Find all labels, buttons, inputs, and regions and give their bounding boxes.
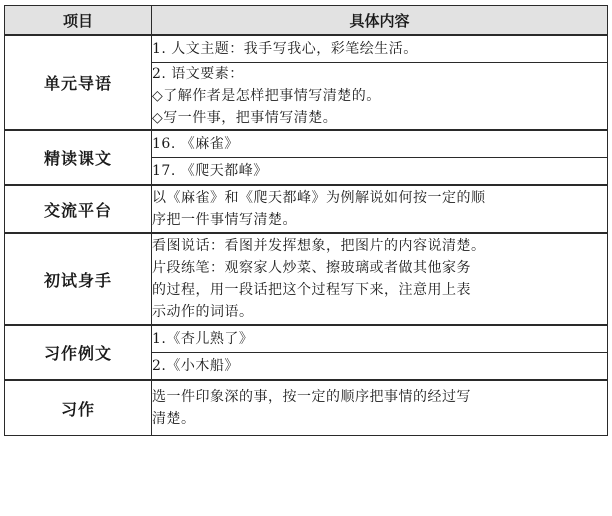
table-row <box>5 325 608 353</box>
content-line: 片段练笔：观察家人炒菜、擦玻璃或者做其他家务 <box>152 260 471 276</box>
content-line: 2.《小木船》 <box>152 358 239 374</box>
header-item: 项目 <box>5 6 152 36</box>
table-row <box>5 35 608 63</box>
content-cell <box>152 63 608 131</box>
section-first-try: 初试身手 <box>5 233 152 325</box>
content-cell <box>152 130 608 158</box>
content-line: 17. 《爬天都峰》 <box>152 163 268 179</box>
content-cell <box>152 325 608 353</box>
content-line: 选一件印象深的事，按一定的顺序把事情的经过写 <box>152 389 471 405</box>
content-line: 1.《杏儿熟了》 <box>152 331 254 347</box>
content-line: 1. 人文主题：我手写我心，彩笔绘生活。 <box>152 41 418 57</box>
section-intensive-reading: 精读课文 <box>5 130 152 185</box>
section-example-essays: 习作例文 <box>5 325 152 380</box>
content-line: 16. 《麻雀》 <box>152 136 239 152</box>
content-line: 示动作的词语。 <box>152 304 254 320</box>
section-intro: 单元导语 <box>5 35 152 130</box>
content-cell <box>152 380 608 436</box>
content-line: ◇了解作者是怎样把事情写清楚的。 <box>152 88 381 104</box>
table-header-row <box>5 6 608 36</box>
table-row <box>5 380 608 436</box>
content-line: 2. 语文要素： <box>152 66 244 82</box>
section-composition: 习作 <box>5 380 152 436</box>
content-line: 序把一件事情写清楚。 <box>152 212 297 228</box>
content-cell <box>152 158 608 186</box>
unit-plan-table <box>4 5 608 436</box>
content-cell <box>152 353 608 381</box>
content-line: ◇写一件事，把事情写清楚。 <box>152 110 338 126</box>
table-row <box>5 185 608 233</box>
content-line: 清楚。 <box>152 411 196 427</box>
header-content: 具体内容 <box>152 6 608 36</box>
table-row <box>5 233 608 325</box>
content-line: 以《麻雀》和《爬天都峰》为例解说如何按一定的顺 <box>152 190 486 206</box>
content-cell <box>152 185 608 233</box>
content-line: 的过程，用一段话把这个过程写下来，注意用上表 <box>152 282 471 298</box>
table-row <box>5 130 608 158</box>
content-cell <box>152 35 608 63</box>
section-exchange-platform: 交流平台 <box>5 185 152 233</box>
content-line: 看图说话：看图并发挥想象，把图片的内容说清楚。 <box>152 238 486 254</box>
content-cell <box>152 233 608 325</box>
